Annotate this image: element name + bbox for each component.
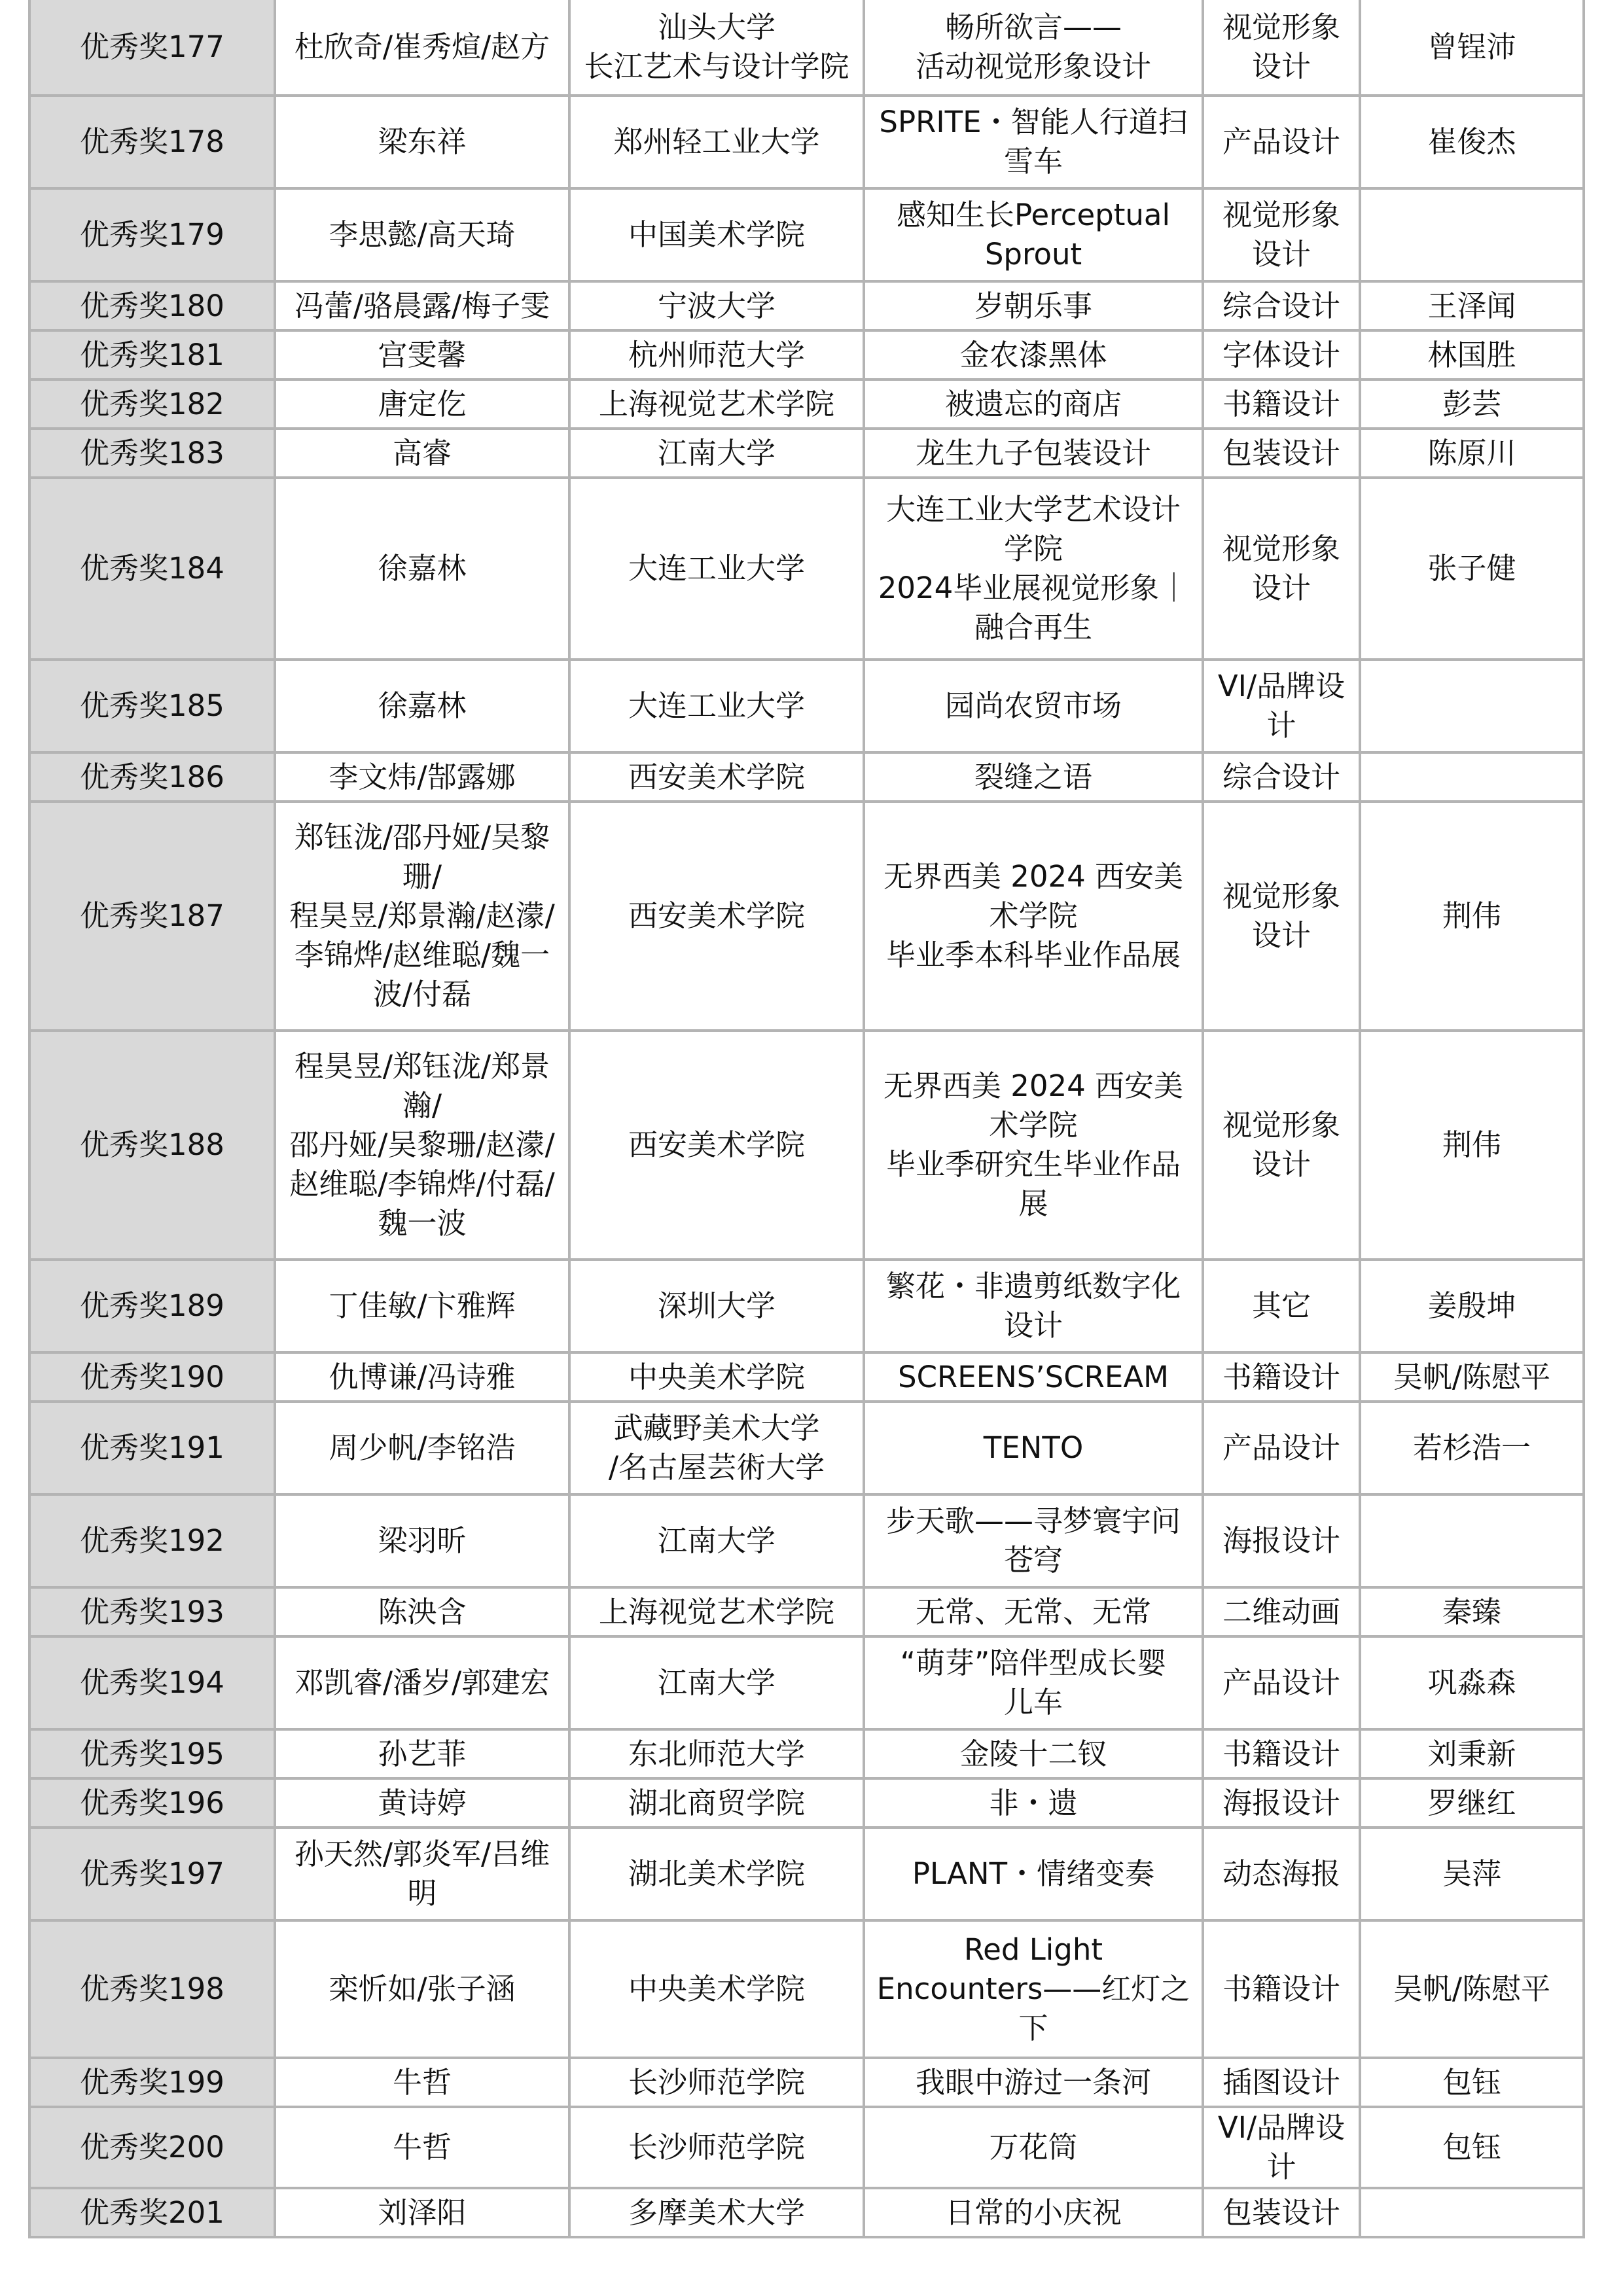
- work-cell: 金陵十二钗: [864, 1729, 1203, 1778]
- authors-cell: 丁佳敏/卞雅辉: [275, 1260, 569, 1352]
- category-cell: 视觉形象 设计: [1203, 0, 1360, 96]
- work-cell: 无界西美 2024 西安美 术学院 毕业季研究生毕业作品 展: [864, 1031, 1203, 1260]
- table-row: [29, 1778, 1584, 1828]
- work-cell: 龙生九子包装设计: [864, 429, 1203, 478]
- authors-cell: 李思懿/高天琦: [275, 188, 569, 281]
- advisor-cell: 罗继红: [1360, 1778, 1584, 1828]
- authors-cell: 李文炜/郜露娜: [275, 752, 569, 802]
- table-row: [29, 1031, 1584, 1260]
- award-cell: 优秀奖190: [29, 1352, 275, 1402]
- authors-cell: 梁羽昕: [275, 1494, 569, 1587]
- authors-cell: 高睿: [275, 429, 569, 478]
- authors-cell: 牛哲: [275, 2107, 569, 2188]
- authors-cell: 孙天然/郭炎军/吕维 明: [275, 1828, 569, 1920]
- table-row: [29, 660, 1584, 752]
- advisor-cell: 荆伟: [1360, 802, 1584, 1031]
- table-row: [29, 2058, 1584, 2107]
- authors-cell: 宫雯馨: [275, 330, 569, 380]
- work-cell: 岁朝乐事: [864, 281, 1203, 330]
- advisor-cell: 陈原川: [1360, 429, 1584, 478]
- category-cell: VI/品牌设 计: [1203, 660, 1360, 752]
- award-cell: 优秀奖200: [29, 2107, 275, 2188]
- award-cell: 优秀奖181: [29, 330, 275, 380]
- school-cell: 东北师范大学: [569, 1729, 864, 1778]
- authors-cell: 梁东祥: [275, 96, 569, 188]
- advisor-cell: 吴帆/陈慰平: [1360, 1352, 1584, 1402]
- table-row: [29, 0, 1584, 96]
- work-cell: 万花筒: [864, 2107, 1203, 2188]
- school-cell: 西安美术学院: [569, 752, 864, 802]
- category-cell: 产品设计: [1203, 1402, 1360, 1494]
- award-cell: 优秀奖182: [29, 380, 275, 429]
- award-cell: 优秀奖201: [29, 2188, 275, 2237]
- award-table-body: [29, 0, 1584, 2237]
- advisor-cell: 王泽闻: [1360, 281, 1584, 330]
- authors-cell: 徐嘉林: [275, 478, 569, 660]
- advisor-cell: [1360, 752, 1584, 802]
- table-row: [29, 2107, 1584, 2188]
- authors-cell: 杜欣奇/崔秀煊/赵方: [275, 0, 569, 96]
- school-cell: 西安美术学院: [569, 1031, 864, 1260]
- table-row: [29, 1402, 1584, 1494]
- work-cell: 非・遗: [864, 1778, 1203, 1828]
- category-cell: 书籍设计: [1203, 1352, 1360, 1402]
- work-cell: 感知生长Perceptual Sprout: [864, 188, 1203, 281]
- category-cell: 二维动画: [1203, 1587, 1360, 1636]
- category-cell: 书籍设计: [1203, 380, 1360, 429]
- category-cell: 动态海报: [1203, 1828, 1360, 1920]
- school-cell: 西安美术学院: [569, 802, 864, 1031]
- authors-cell: 陈泱含: [275, 1587, 569, 1636]
- school-cell: 中国美术学院: [569, 188, 864, 281]
- authors-cell: 程昊昱/郑钰泷/郑景 瀚/ 邵丹娅/吴黎珊/赵濛/ 赵维聪/李锦烨/付磊/ 魏一波: [275, 1031, 569, 1260]
- authors-cell: 郑钰泷/邵丹娅/吴黎 珊/ 程昊昱/郑景瀚/赵濛/ 李锦烨/赵维聪/魏一 波/付磊: [275, 802, 569, 1031]
- authors-cell: 刘泽阳: [275, 2188, 569, 2237]
- work-cell: 我眼中游过一条河: [864, 2058, 1203, 2107]
- award-cell: 优秀奖188: [29, 1031, 275, 1260]
- advisor-cell: [1360, 660, 1584, 752]
- work-cell: SPRITE・智能人行道扫 雪车: [864, 96, 1203, 188]
- award-cell: 优秀奖178: [29, 96, 275, 188]
- award-cell: 优秀奖180: [29, 281, 275, 330]
- category-cell: 其它: [1203, 1260, 1360, 1352]
- school-cell: 湖北商贸学院: [569, 1778, 864, 1828]
- table-row: [29, 1494, 1584, 1587]
- school-cell: 湖北美术学院: [569, 1828, 864, 1920]
- category-cell: 产品设计: [1203, 96, 1360, 188]
- table-row: [29, 1587, 1584, 1636]
- work-cell: PLANT・情绪变奏: [864, 1828, 1203, 1920]
- advisor-cell: [1360, 2188, 1584, 2237]
- work-cell: TENTO: [864, 1402, 1203, 1494]
- award-cell: 优秀奖185: [29, 660, 275, 752]
- category-cell: 包装设计: [1203, 2188, 1360, 2237]
- category-cell: 插图设计: [1203, 2058, 1360, 2107]
- work-cell: 步天歌——寻梦寰宇问 苍穹: [864, 1494, 1203, 1587]
- table-row: [29, 1729, 1584, 1778]
- work-cell: 园尚农贸市场: [864, 660, 1203, 752]
- category-cell: 综合设计: [1203, 281, 1360, 330]
- table-row: [29, 1920, 1584, 2058]
- award-table: [28, 0, 1585, 2238]
- work-cell: 日常的小庆祝: [864, 2188, 1203, 2237]
- school-cell: 宁波大学: [569, 281, 864, 330]
- table-row: [29, 478, 1584, 660]
- award-cell: 优秀奖183: [29, 429, 275, 478]
- award-cell: 优秀奖199: [29, 2058, 275, 2107]
- award-cell: 优秀奖195: [29, 1729, 275, 1778]
- school-cell: 江南大学: [569, 1636, 864, 1729]
- work-cell: 繁花・非遗剪纸数字化 设计: [864, 1260, 1203, 1352]
- table-row: [29, 2188, 1584, 2237]
- school-cell: 江南大学: [569, 1494, 864, 1587]
- school-cell: 长沙师范学院: [569, 2058, 864, 2107]
- award-cell: 优秀奖197: [29, 1828, 275, 1920]
- work-cell: Red Light Encounters——红灯之 下: [864, 1920, 1203, 2058]
- advisor-cell: 包钰: [1360, 2107, 1584, 2188]
- table-row: [29, 96, 1584, 188]
- advisor-cell: 巩淼森: [1360, 1636, 1584, 1729]
- school-cell: 杭州师范大学: [569, 330, 864, 380]
- authors-cell: 周少帆/李铭浩: [275, 1402, 569, 1494]
- authors-cell: 邓凯睿/潘岁/郭建宏: [275, 1636, 569, 1729]
- table-row: [29, 281, 1584, 330]
- award-cell: 优秀奖196: [29, 1778, 275, 1828]
- authors-cell: 仇博谦/冯诗雅: [275, 1352, 569, 1402]
- school-cell: 上海视觉艺术学院: [569, 380, 864, 429]
- work-cell: “萌芽”陪伴型成长婴 儿车: [864, 1636, 1203, 1729]
- award-cell: 优秀奖189: [29, 1260, 275, 1352]
- category-cell: 书籍设计: [1203, 1920, 1360, 2058]
- award-cell: 优秀奖193: [29, 1587, 275, 1636]
- school-cell: 中央美术学院: [569, 1920, 864, 2058]
- category-cell: 海报设计: [1203, 1494, 1360, 1587]
- work-cell: 大连工业大学艺术设计 学院 2024毕业展视觉形象｜ 融合再生: [864, 478, 1203, 660]
- work-cell: 裂缝之语: [864, 752, 1203, 802]
- work-cell: 金农漆黑体: [864, 330, 1203, 380]
- authors-cell: 黄诗婷: [275, 1778, 569, 1828]
- school-cell: 江南大学: [569, 429, 864, 478]
- award-cell: 优秀奖184: [29, 478, 275, 660]
- work-cell: 被遗忘的商店: [864, 380, 1203, 429]
- table-row: [29, 802, 1584, 1031]
- category-cell: 视觉形象 设计: [1203, 188, 1360, 281]
- advisor-cell: 林国胜: [1360, 330, 1584, 380]
- table-row: [29, 429, 1584, 478]
- category-cell: 综合设计: [1203, 752, 1360, 802]
- category-cell: 产品设计: [1203, 1636, 1360, 1729]
- authors-cell: 唐定仡: [275, 380, 569, 429]
- authors-cell: 孙艺菲: [275, 1729, 569, 1778]
- award-cell: 优秀奖194: [29, 1636, 275, 1729]
- category-cell: 视觉形象 设计: [1203, 802, 1360, 1031]
- advisor-cell: 若杉浩一: [1360, 1402, 1584, 1494]
- category-cell: VI/品牌设 计: [1203, 2107, 1360, 2188]
- school-cell: 汕头大学 长江艺术与设计学院: [569, 0, 864, 96]
- table-row: [29, 380, 1584, 429]
- authors-cell: 徐嘉林: [275, 660, 569, 752]
- advisor-cell: [1360, 1494, 1584, 1587]
- school-cell: 大连工业大学: [569, 660, 864, 752]
- award-cell: 优秀奖191: [29, 1402, 275, 1494]
- category-cell: 字体设计: [1203, 330, 1360, 380]
- school-cell: 上海视觉艺术学院: [569, 1587, 864, 1636]
- advisor-cell: 姜殷坤: [1360, 1260, 1584, 1352]
- work-cell: 无界西美 2024 西安美 术学院 毕业季本科毕业作品展: [864, 802, 1203, 1031]
- advisor-cell: 曾锃沛: [1360, 0, 1584, 96]
- work-cell: 畅所欲言—— 活动视觉形象设计: [864, 0, 1203, 96]
- work-cell: SCREENS’SCREAM: [864, 1352, 1203, 1402]
- category-cell: 书籍设计: [1203, 1729, 1360, 1778]
- category-cell: 视觉形象 设计: [1203, 1031, 1360, 1260]
- authors-cell: 牛哲: [275, 2058, 569, 2107]
- school-cell: 大连工业大学: [569, 478, 864, 660]
- advisor-cell: 吴萍: [1360, 1828, 1584, 1920]
- table-row: [29, 752, 1584, 802]
- category-cell: 视觉形象 设计: [1203, 478, 1360, 660]
- advisor-cell: 秦臻: [1360, 1587, 1584, 1636]
- advisor-cell: 荆伟: [1360, 1031, 1584, 1260]
- school-cell: 中央美术学院: [569, 1352, 864, 1402]
- authors-cell: 栾忻如/张子涵: [275, 1920, 569, 2058]
- table-row: [29, 188, 1584, 281]
- advisor-cell: 彭芸: [1360, 380, 1584, 429]
- advisor-cell: 崔俊杰: [1360, 96, 1584, 188]
- school-cell: 多摩美术大学: [569, 2188, 864, 2237]
- school-cell: 郑州轻工业大学: [569, 96, 864, 188]
- table-row: [29, 1352, 1584, 1402]
- advisor-cell: 包钰: [1360, 2058, 1584, 2107]
- category-cell: 海报设计: [1203, 1778, 1360, 1828]
- table-row: [29, 1828, 1584, 1920]
- award-cell: 优秀奖179: [29, 188, 275, 281]
- work-cell: 无常、无常、无常: [864, 1587, 1203, 1636]
- award-cell: 优秀奖192: [29, 1494, 275, 1587]
- school-cell: 深圳大学: [569, 1260, 864, 1352]
- authors-cell: 冯蕾/骆晨露/梅子雯: [275, 281, 569, 330]
- award-cell: 优秀奖198: [29, 1920, 275, 2058]
- table-row: [29, 1260, 1584, 1352]
- category-cell: 包装设计: [1203, 429, 1360, 478]
- award-cell: 优秀奖187: [29, 802, 275, 1031]
- table-row: [29, 330, 1584, 380]
- award-cell: 优秀奖186: [29, 752, 275, 802]
- school-cell: 武藏野美术大学 /名古屋芸術大学: [569, 1402, 864, 1494]
- award-cell: 优秀奖177: [29, 0, 275, 96]
- school-cell: 长沙师范学院: [569, 2107, 864, 2188]
- advisor-cell: 张子健: [1360, 478, 1584, 660]
- table-row: [29, 1636, 1584, 1729]
- advisor-cell: 刘秉新: [1360, 1729, 1584, 1778]
- advisor-cell: [1360, 188, 1584, 281]
- advisor-cell: 吴帆/陈慰平: [1360, 1920, 1584, 2058]
